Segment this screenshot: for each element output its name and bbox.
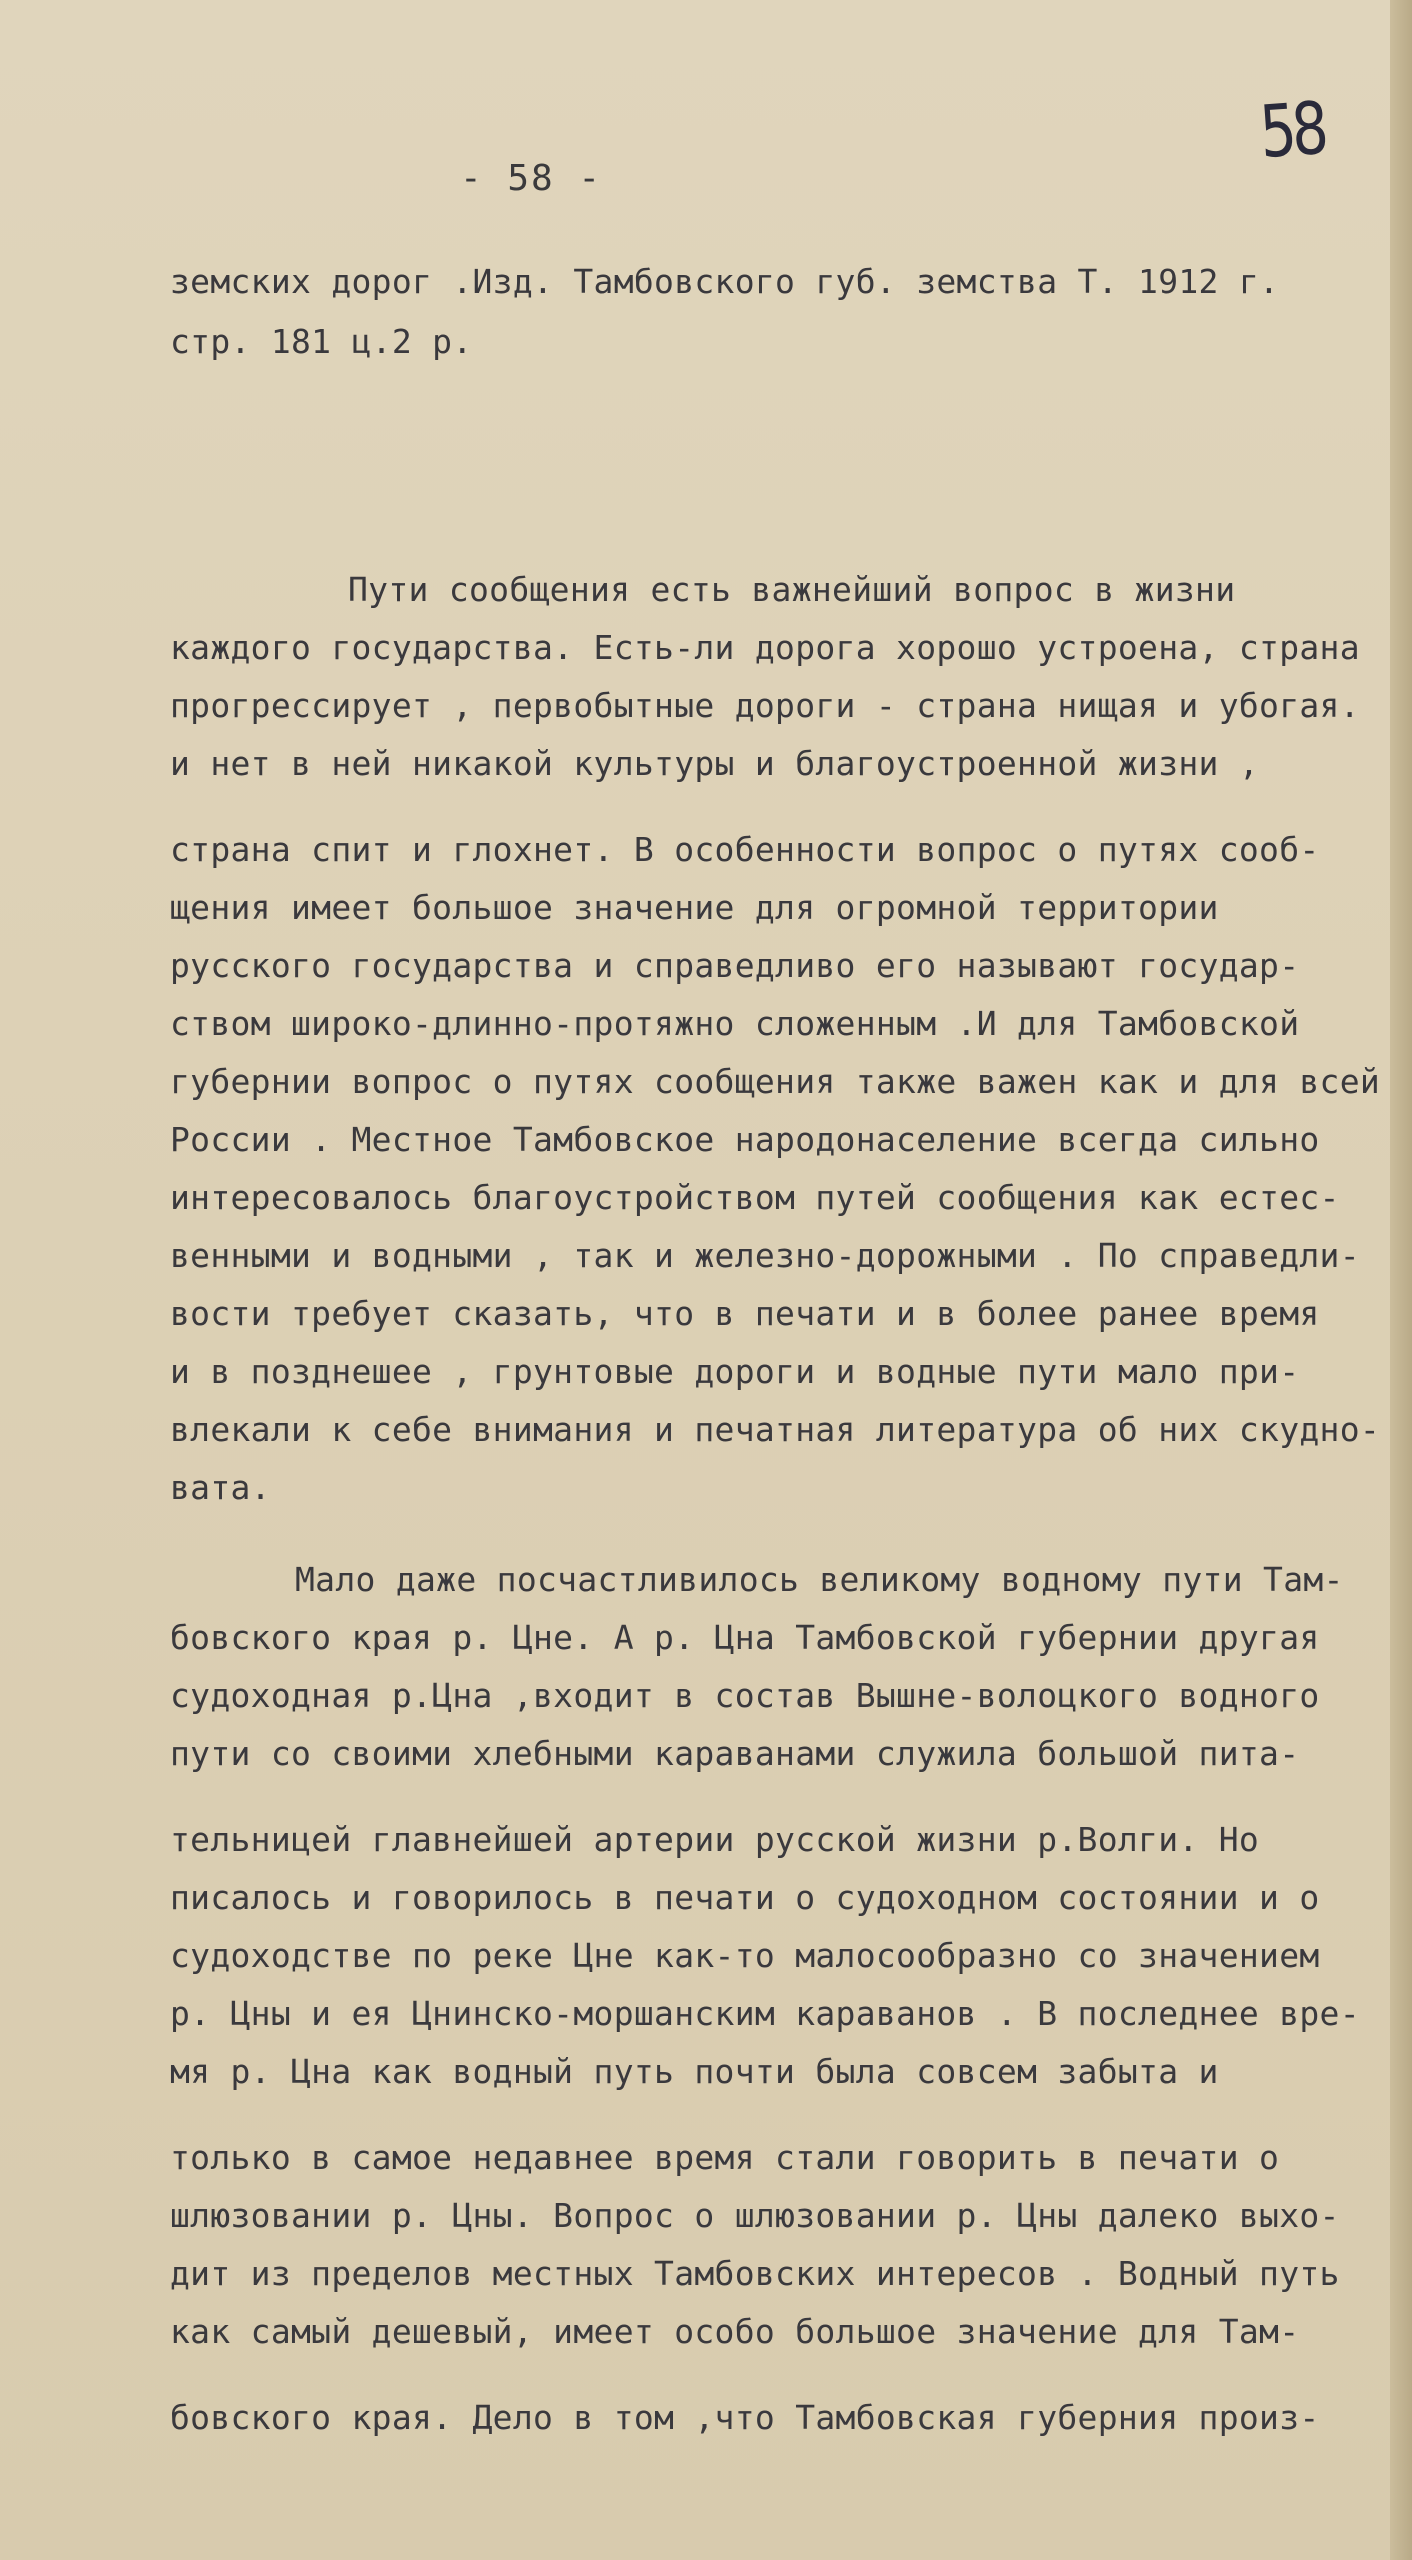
paragraph-start: Мало даже посчастливилось великому водному пути Там- [295,1560,1344,1599]
text-line: дит из пределов местных Тамбовских интересов . Водный путь [170,2254,1340,2293]
page-number: - 58 - [460,158,603,199]
text-line: губернии вопрос о путях сообщения также важен как и для всей [170,1062,1381,1101]
text-line: как самый дешевый, имеет особо большое значение для Там- [170,2312,1300,2351]
text-line: прогрессирует , первобытные дороги - страна нищая и убогая. [170,686,1360,725]
page-edge [1390,0,1412,2560]
text-line: мя р. Цна как водный путь почти была совсем забыта и [170,2052,1219,2091]
text-line: ством широко-длинно-протяжно сложенным .И для Тамбовской [170,1004,1300,1043]
text-line: стр. 181 ц.2 р. [170,322,473,361]
text-line: судоходная р.Цна ,входит в состав Вышне-волоцкого водного [170,1676,1320,1715]
text-line: писалось и говорилось в печати о судоходном состоянии и о [170,1878,1320,1917]
text-line: страна спит и глохнет. В особенности вопрос о путях сооб- [170,830,1320,869]
text-line: пути со своими хлебными караванами служила большой пита- [170,1734,1300,1773]
text-line: бовского края. Дело в том ,что Тамбовская губерния произ- [170,2398,1320,2437]
text-line: влекали к себе внимания и печатная литература об них скудно- [170,1410,1381,1449]
text-line: щения имеет большое значение для огромной территории [170,888,1219,927]
text-line: шлюзовании р. Цны. Вопрос о шлюзовании р. Цны далеко выхо- [170,2196,1340,2235]
text-line: вости требует сказать, что в печати и в более ранее время [170,1294,1320,1333]
archive-page-number: 58 [1257,85,1327,175]
text-line: бовского края р. Цне. А р. Цна Тамбовской губернии другая [170,1618,1320,1657]
paragraph-start: Пути сообщения есть важнейший вопрос в жизни [348,570,1236,609]
text-line: России . Местное Тамбовское народонаселение всегда сильно [170,1120,1320,1159]
text-line: интересовалось благоустройством путей сообщения как естес- [170,1178,1340,1217]
text-line: земских дорог .Изд. Тамбовского губ. земства Т. 1912 г. [170,262,1280,301]
text-line: русского государства и справедливо его называют государ- [170,946,1300,985]
text-line: вата. [170,1468,271,1507]
text-line: венными и водными , так и железно-дорожными . По справедли- [170,1236,1360,1275]
text-line: и нет в ней никакой культуры и благоустроенной жизни , [170,744,1260,783]
text-line: р. Цны и ея Цнинско-моршанским караванов . В последнее вре- [170,1994,1360,2033]
text-line: каждого государства. Есть-ли дорога хорошо устроена, страна [170,628,1360,667]
text-line: тельницей главнейшей артерии русской жизни р.Волги. Но [170,1820,1260,1859]
text-line: судоходстве по реке Цне как-то малосообразно со значением [170,1936,1320,1975]
text-line: только в самое недавнее время стали говорить в печати о [170,2138,1280,2177]
text-line: и в позднешее , грунтовые дороги и водные пути мало при- [170,1352,1300,1391]
